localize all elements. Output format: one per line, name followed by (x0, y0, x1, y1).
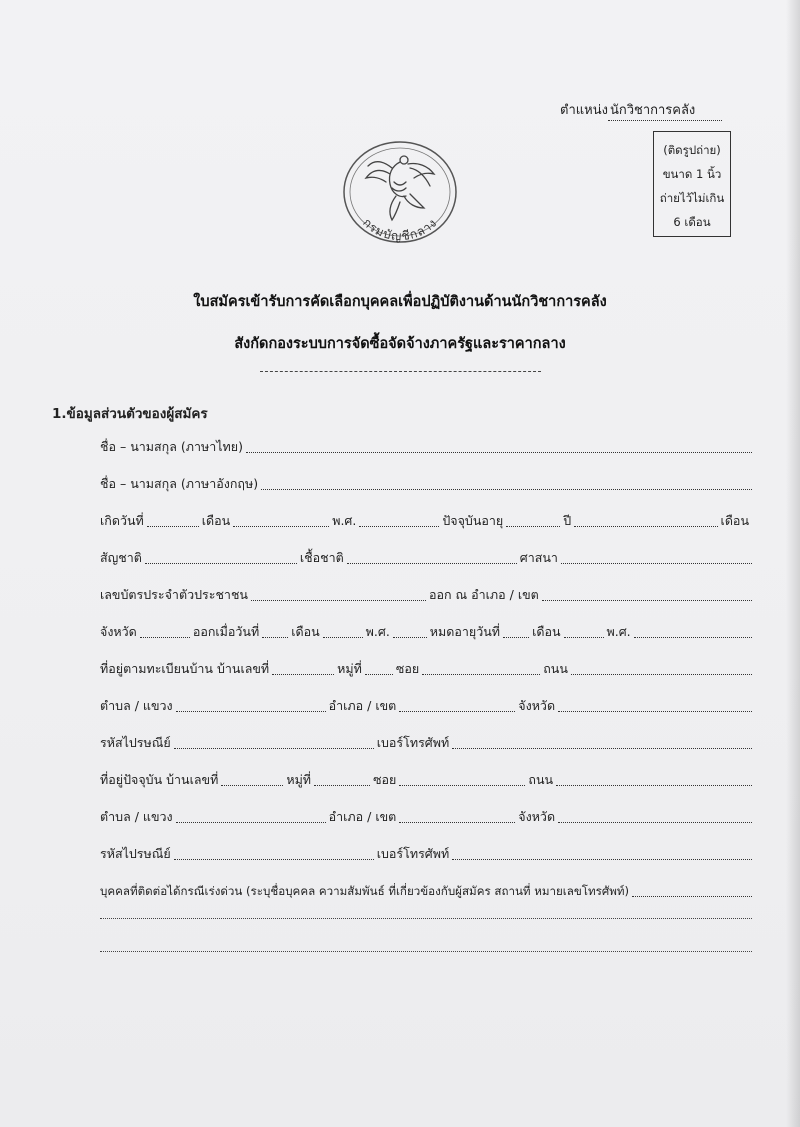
field-current-house-no[interactable] (221, 784, 283, 786)
row-current-contact (100, 844, 752, 864)
row-registered-address (100, 659, 752, 679)
row-current-address (100, 770, 752, 790)
label-nationality: สัญชาติ (100, 550, 142, 565)
label-current-address: ที่อยู่ปัจจุบัน บ้านเลขที่ (100, 772, 219, 787)
field-current-province[interactable] (558, 821, 752, 823)
field-expiry-month[interactable] (564, 636, 604, 638)
field-registered-subdistrict[interactable] (176, 710, 326, 712)
field-issued-day[interactable] (262, 636, 288, 638)
field-registered-province[interactable] (558, 710, 752, 712)
label-current-moo: หมู่ที่ (286, 772, 312, 787)
label-expiry-date: หมดอายุวันที่ (429, 624, 501, 639)
label-issued-at: ออก ณ อำเภอ / เขต (428, 587, 539, 602)
label-religion: ศาสนา (519, 550, 558, 565)
row-name-english (100, 474, 752, 494)
position-line (560, 99, 722, 121)
label-registered-province: จังหวัด (518, 698, 556, 713)
photo-line-3: ถ่ายไว้ไม่เกิน (659, 191, 725, 205)
field-ethnicity[interactable] (347, 562, 517, 564)
label-registered-district: อำเภอ / เขต (328, 698, 397, 713)
label-current-phone: เบอร์โทรศัพท์ (376, 846, 450, 861)
field-registered-soi[interactable] (422, 673, 540, 675)
label-issued-date: ออกเมื่อวันที่ (192, 624, 260, 639)
section-personal-info-heading: 1.ข้อมูลส่วนตัวของผู้สมัคร (52, 406, 208, 422)
field-emergency-line-3[interactable] (100, 951, 752, 952)
label-issued-month: เดือน (291, 624, 320, 639)
label-birth-day: เกิดวันที่ (100, 513, 144, 528)
row-registered-contact (100, 733, 752, 753)
field-current-subdistrict[interactable] (176, 821, 326, 823)
label-expiry-year: พ.ศ. (606, 624, 631, 639)
label-registered-address: ที่อยู่ตามทะเบียนบ้าน บ้านเลขที่ (100, 661, 270, 676)
label-name-english: ชื่อ – นามสกุล (ภาษาอังกฤษ) (100, 476, 259, 491)
garuda-seal-logo (334, 138, 466, 250)
row-current-area (100, 807, 752, 827)
row-id-card (100, 585, 752, 605)
field-current-district[interactable] (399, 821, 515, 823)
field-registered-road[interactable] (571, 673, 752, 675)
label-registered-postal: รหัสไปรษณีย์ (100, 735, 171, 750)
label-name-thai: ชื่อ – นามสกุล (ภาษาไทย) (100, 439, 243, 454)
photo-line-2: ขนาด 1 นิ้ว (662, 167, 722, 181)
field-id-card[interactable] (251, 599, 426, 601)
photo-line-4: 6 เดือน (673, 215, 711, 229)
field-current-postal[interactable] (174, 858, 374, 860)
row-name-thai (100, 437, 752, 457)
field-registered-phone[interactable] (452, 747, 752, 749)
field-issued-year[interactable] (393, 636, 427, 638)
label-issue-province: จังหวัด (100, 624, 137, 639)
label-registered-road: ถนน (543, 661, 568, 676)
label-expiry-month: เดือน (532, 624, 561, 639)
title-divider (260, 371, 541, 372)
field-name-english[interactable] (261, 488, 752, 490)
field-expiry-year[interactable] (634, 636, 752, 638)
field-name-thai[interactable] (246, 451, 752, 453)
field-birth-day[interactable] (147, 525, 199, 527)
position-value: นักวิชาการคลัง (608, 99, 722, 121)
field-nationality[interactable] (145, 562, 297, 564)
field-emergency-contact[interactable] (632, 895, 752, 897)
position-label: ตำแหน่ง (560, 103, 608, 118)
label-current-district: อำเภอ / เขต (328, 809, 397, 824)
label-registered-subdistrict: ตำบล / แขวง (100, 698, 173, 713)
label-issued-year: พ.ศ. (365, 624, 390, 639)
svg-text:กรมบัญชีกลาง (360, 215, 440, 243)
label-age-months: เดือน (720, 513, 749, 528)
label-current-province: จังหวัด (518, 809, 556, 824)
field-age-months[interactable] (574, 525, 717, 527)
label-ethnicity: เชื้อชาติ (299, 550, 344, 565)
field-registered-moo[interactable] (365, 673, 393, 675)
phoenix-bird-icon (366, 156, 434, 220)
label-registered-phone: เบอร์โทรศัพท์ (376, 735, 450, 750)
label-birth-year: พ.ศ. (332, 513, 357, 528)
form-title: ใบสมัครเข้ารับการคัดเลือกบุคคลเพื่อปฏิบัติงานด้านนักวิชาการคลัง (193, 294, 607, 310)
field-age-years[interactable] (506, 525, 560, 527)
field-registered-house-no[interactable] (272, 673, 334, 675)
label-age-years: ปี (563, 513, 572, 528)
label-current-road: ถนน (528, 772, 554, 787)
field-religion[interactable] (561, 562, 752, 564)
label-current-soi: ซอย (373, 772, 397, 787)
row-nationality (100, 548, 752, 568)
field-birth-month[interactable] (233, 525, 329, 527)
label-registered-soi: ซอย (395, 661, 420, 676)
field-current-phone[interactable] (452, 858, 752, 860)
field-current-road[interactable] (556, 784, 752, 786)
field-issued-month[interactable] (323, 636, 363, 638)
field-current-moo[interactable] (314, 784, 370, 786)
field-registered-postal[interactable] (174, 747, 374, 749)
field-birth-year[interactable] (359, 525, 439, 527)
photo-placeholder-box (653, 131, 731, 237)
field-expiry-day[interactable] (503, 636, 529, 638)
field-issue-province[interactable] (140, 636, 190, 638)
label-birth-month: เดือน (201, 513, 231, 528)
label-id-card: เลขบัตรประจำตัวประชาชน (100, 587, 248, 602)
field-issued-at[interactable] (542, 599, 752, 601)
label-registered-moo: หมู่ที่ (337, 661, 362, 676)
field-current-soi[interactable] (399, 784, 525, 786)
field-registered-district[interactable] (399, 710, 515, 712)
label-current-subdistrict: ตำบล / แขวง (100, 809, 173, 824)
label-emergency-contact: บุคคลที่ติดต่อได้กรณีเร่งด่วน (ระบุชื่อบุคคล ความสัมพันธ์ ที่เกี่ยวข้องกับผู้สมัคร สถานที่ หมายเลขโทรศัพท์) (100, 884, 630, 898)
row-emergency-contact (100, 881, 752, 901)
field-emergency-line-2[interactable] (100, 918, 752, 919)
form-subtitle: สังกัดกองระบบการจัดซื้อจัดจ้างภาครัฐและราคากลาง (234, 336, 566, 352)
label-current-postal: รหัสไปรษณีย์ (100, 846, 171, 861)
seal-text: กรมบัญชีกลาง (360, 215, 440, 244)
row-birth-date (100, 511, 752, 531)
label-current-age: ปัจจุบันอายุ (442, 513, 504, 528)
row-issue-expiry (100, 622, 752, 642)
photo-line-1: (ติดรูปถ่าย) (663, 143, 721, 157)
row-registered-area (100, 696, 752, 716)
